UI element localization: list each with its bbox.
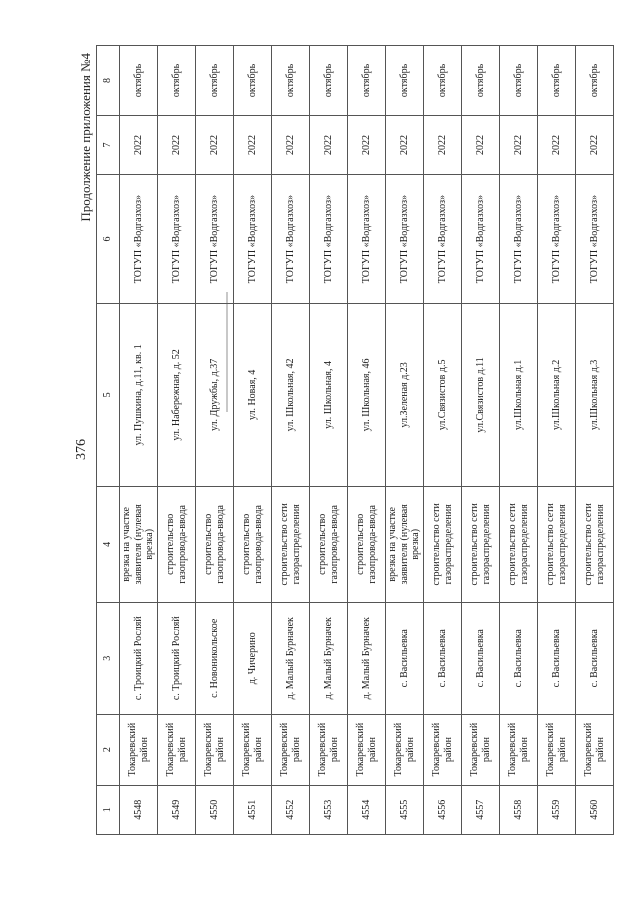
row-number-cell: 4550 — [196, 785, 234, 834]
work-type-cell: врезка на участке заявителя (нулевая врезка) — [386, 486, 424, 602]
year-cell: 2022 — [500, 115, 538, 174]
address-cell: ул.Зеленая д.23 — [386, 304, 424, 487]
settlement-cell: с. Троицкий Росляй — [158, 602, 196, 714]
table-row — [120, 46, 158, 835]
work-type-cell: строительство сети газораспределения — [500, 486, 538, 602]
work-type-cell: строительство газопровода-ввода — [196, 486, 234, 602]
district-cell: Токаревский район — [386, 714, 424, 785]
column-number: 6 — [97, 175, 120, 304]
contractor-cell: ТОГУП «Водгазхоз» — [310, 175, 348, 304]
work-type-cell: строительство сети газораспределения — [424, 486, 462, 602]
column-number: 1 — [97, 785, 120, 834]
row-number-cell: 4559 — [538, 785, 576, 834]
year-cell: 2022 — [386, 115, 424, 174]
month-cell: октябрь — [386, 46, 424, 116]
contractor-cell: ТОГУП «Водгазхоз» — [500, 175, 538, 304]
contractor-cell: ТОГУП «Водгазхоз» — [576, 175, 614, 304]
table-body — [120, 46, 614, 835]
district-cell: Токаревский район — [310, 714, 348, 785]
address-cell: ул. Школьная, 46 — [348, 304, 386, 487]
settlement-cell: с. Васильевка — [576, 602, 614, 714]
row-number-cell: 4549 — [158, 785, 196, 834]
settlement-cell: с. Васильевка — [424, 602, 462, 714]
address-cell: ул.Школьная д.2 — [538, 304, 576, 487]
address-cell: ул.Школьная д.1 — [500, 304, 538, 487]
contractor-cell: ТОГУП «Водгазхоз» — [196, 175, 234, 304]
work-type-cell: строительство сети газораспределения — [462, 486, 500, 602]
contractor-cell: ТОГУП «Водгазхоз» — [120, 175, 158, 304]
year-cell: 2022 — [120, 115, 158, 174]
district-cell: Токаревский район — [234, 714, 272, 785]
address-cell: ул. Школьная, 4 — [310, 304, 348, 487]
row-number-cell: 4553 — [310, 785, 348, 834]
month-cell: октябрь — [348, 46, 386, 116]
year-cell: 2022 — [158, 115, 196, 174]
table-row — [424, 46, 462, 835]
settlement-cell: с. Васильевка — [462, 602, 500, 714]
table-row — [158, 46, 196, 835]
address-cell: ул. Школьная, 42 — [272, 304, 310, 487]
column-number: 3 — [97, 602, 120, 714]
contractor-cell: ТОГУП «Водгазхоз» — [348, 175, 386, 304]
table-row — [348, 46, 386, 835]
work-type-cell: строительство сети газораспределения — [272, 486, 310, 602]
month-cell: октябрь — [424, 46, 462, 116]
contractor-cell: ТОГУП «Водгазхоз» — [234, 175, 272, 304]
year-cell: 2022 — [234, 115, 272, 174]
work-type-cell: строительство газопровода-ввода — [234, 486, 272, 602]
contractor-cell: ТОГУП «Водгазхоз» — [386, 175, 424, 304]
table-row — [234, 46, 272, 835]
row-number-cell: 4557 — [462, 785, 500, 834]
month-cell: октябрь — [462, 46, 500, 116]
year-cell: 2022 — [310, 115, 348, 174]
column-number-row — [97, 46, 120, 835]
table-row — [310, 46, 348, 835]
continuation-caption: Продолжение приложения №4 — [78, 53, 93, 222]
address-cell: ул. Дружбы, д.37 — [196, 304, 234, 487]
year-cell: 2022 — [538, 115, 576, 174]
address-cell: ул. Набережная, д. 52 — [158, 304, 196, 487]
row-number-cell: 4558 — [500, 785, 538, 834]
row-number-cell: 4554 — [348, 785, 386, 834]
month-cell: октябрь — [234, 46, 272, 116]
contractor-cell: ТОГУП «Водгазхоз» — [538, 175, 576, 304]
month-cell: октябрь — [310, 46, 348, 116]
month-cell: октябрь — [500, 46, 538, 116]
year-cell: 2022 — [424, 115, 462, 174]
year-cell: 2022 — [462, 115, 500, 174]
work-type-cell: строительство газопровода-ввода — [310, 486, 348, 602]
table-row — [500, 46, 538, 835]
month-cell: октябрь — [272, 46, 310, 116]
year-cell: 2022 — [272, 115, 310, 174]
row-number-cell: 4555 — [386, 785, 424, 834]
page-number: 376 — [74, 439, 89, 460]
settlement-cell: с. Новоникольское — [196, 602, 234, 714]
month-cell: октябрь — [196, 46, 234, 116]
row-number-cell: 4556 — [424, 785, 462, 834]
settlement-cell: с. Васильевка — [500, 602, 538, 714]
work-type-cell: строительство сети газораспределения — [538, 486, 576, 602]
month-cell: октябрь — [158, 46, 196, 116]
settlement-cell: с. Васильевка — [538, 602, 576, 714]
month-cell: октябрь — [576, 46, 614, 116]
table-row — [386, 46, 424, 835]
work-type-cell: строительство сети газораспределения — [576, 486, 614, 602]
contractor-cell: ТОГУП «Водгазхоз» — [158, 175, 196, 304]
row-number-cell: 4548 — [120, 785, 158, 834]
column-number: 4 — [97, 486, 120, 602]
year-cell: 2022 — [196, 115, 234, 174]
table-row — [538, 46, 576, 835]
district-cell: Токаревский район — [120, 714, 158, 785]
settlement-cell: д. Чичерино — [234, 602, 272, 714]
year-cell: 2022 — [348, 115, 386, 174]
district-cell: Токаревский район — [424, 714, 462, 785]
rotated-content — [70, 45, 606, 835]
district-cell: Токаревский район — [196, 714, 234, 785]
contractor-cell: ТОГУП «Водгазхоз» — [424, 175, 462, 304]
row-number-cell: 4551 — [234, 785, 272, 834]
contractor-cell: ТОГУП «Водгазхоз» — [272, 175, 310, 304]
address-cell: ул. Новая, 4 — [234, 304, 272, 487]
address-cell: ул.Связистов д.11 — [462, 304, 500, 487]
month-cell: октябрь — [538, 46, 576, 116]
address-cell: ул. Пушкина, д.11, кв. 1 — [120, 304, 158, 487]
column-number: 5 — [97, 304, 120, 487]
column-number: 7 — [97, 115, 120, 174]
settlement-cell: д. Малый Бурначек — [348, 602, 386, 714]
table-row — [196, 46, 234, 835]
column-number: 2 — [97, 714, 120, 785]
district-cell: Токаревский район — [272, 714, 310, 785]
year-cell: 2022 — [576, 115, 614, 174]
column-number: 8 — [97, 46, 120, 116]
district-cell: Токаревский район — [500, 714, 538, 785]
table-row — [272, 46, 310, 835]
work-type-cell: врезка на участке заявителя (нулевая врезка) — [120, 486, 158, 602]
address-cell: ул.Школьная д.3 — [576, 304, 614, 487]
table-row — [576, 46, 614, 835]
work-type-cell: строительство газопровода-ввода — [348, 486, 386, 602]
row-number-cell: 4552 — [272, 785, 310, 834]
address-cell: ул.Связистов д.5 — [424, 304, 462, 487]
settlement-cell: д. Малый Бурначек — [310, 602, 348, 714]
table-row — [462, 46, 500, 835]
contractor-cell: ТОГУП «Водгазхоз» — [462, 175, 500, 304]
district-cell: Токаревский район — [158, 714, 196, 785]
district-cell: Токаревский район — [348, 714, 386, 785]
work-type-cell: строительство газопровода-ввода — [158, 486, 196, 602]
appendix-table — [96, 45, 614, 835]
district-cell: Токаревский район — [538, 714, 576, 785]
district-cell: Токаревский район — [462, 714, 500, 785]
settlement-cell: с. Троицкий Росляй — [120, 602, 158, 714]
page-header — [70, 45, 96, 835]
settlement-cell: д. Малый Бурначек — [272, 602, 310, 714]
settlement-cell: с. Васильевка — [386, 602, 424, 714]
district-cell: Токаревский район — [576, 714, 614, 785]
month-cell: октябрь — [120, 46, 158, 116]
row-number-cell: 4560 — [576, 785, 614, 834]
